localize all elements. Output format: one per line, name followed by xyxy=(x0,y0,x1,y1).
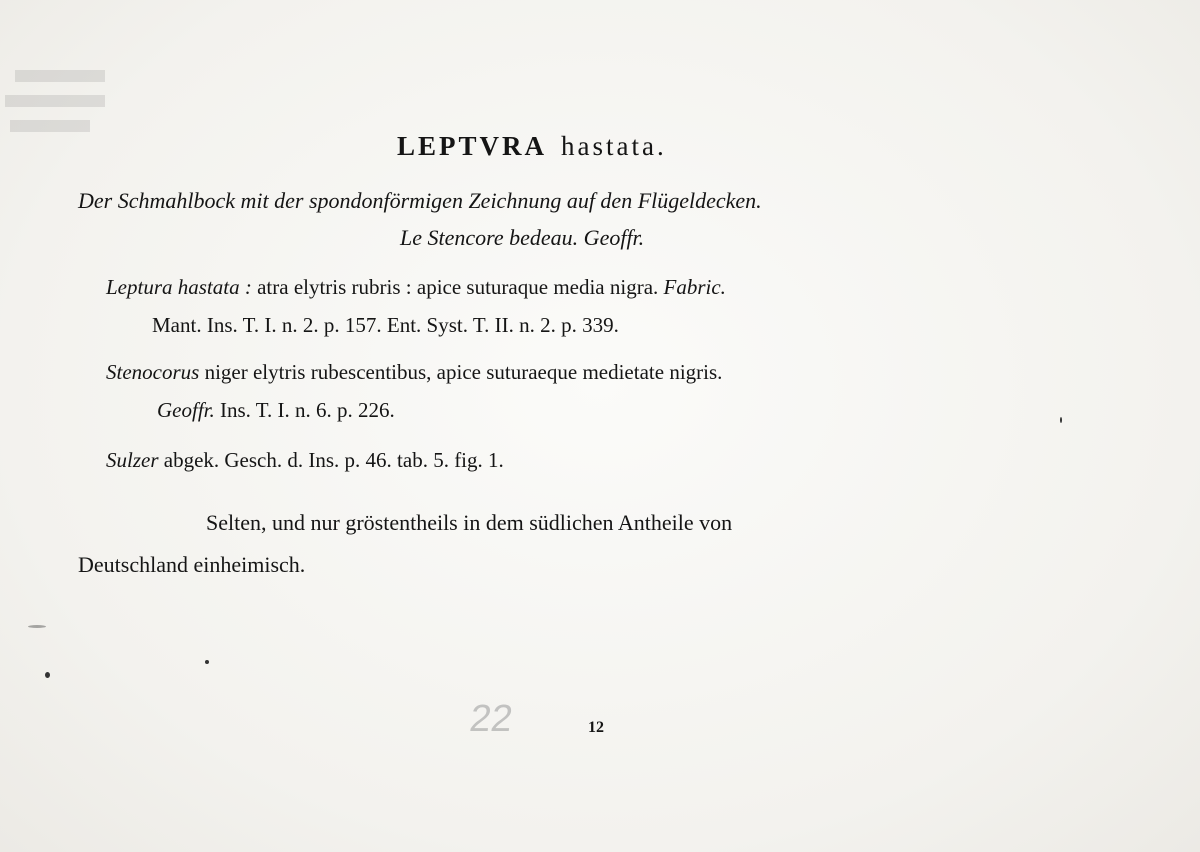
page-number: 12 xyxy=(588,719,604,736)
reference-geoffroy xyxy=(106,362,722,383)
genus-name: LEPTVRA xyxy=(397,131,548,161)
reference-geoffroy-citation xyxy=(157,400,395,421)
handwritten-mark: 22 xyxy=(467,698,516,740)
reference-author: Fabric. xyxy=(663,275,726,299)
reference-citation: Ins. T. I. n. 6. p. 226. xyxy=(220,398,395,422)
reference-sulzer xyxy=(106,450,504,471)
ink-speck xyxy=(45,672,50,678)
ink-speck xyxy=(28,625,46,628)
distribution-line-2: Deutschland einheimisch. xyxy=(78,552,306,577)
reference-fabricius xyxy=(106,277,726,298)
reference-text: atra elytris rubris : apice suturaque media nigra. xyxy=(257,275,659,299)
german-common-name: Der Schmahlbock mit der spondonförmigen Zeichnung auf den Flügeldecken. xyxy=(78,188,762,213)
french-common-name: Le Stencore bedeau. Geoffr. xyxy=(400,225,645,250)
reference-text: niger elytris rubescentibus, apice suturaeque medietate nigris. xyxy=(204,360,723,384)
reference-name: Stenocorus xyxy=(106,360,200,384)
reference-text: abgek. Gesch. d. Ins. p. 46. tab. 5. fig. 1. xyxy=(163,448,504,472)
ink-speck xyxy=(1060,417,1062,423)
reference-name: Leptura hastata : xyxy=(106,275,252,299)
reference-fabricius-citation: Mant. Ins. T. I. n. 2. p. 157. Ent. Syst. T. II. n. 2. p. 339. xyxy=(152,313,619,337)
show-through-stamp xyxy=(0,60,120,160)
species-name: hastata. xyxy=(561,131,667,161)
ink-speck xyxy=(205,660,209,664)
distribution-line-1: Selten, und nur gröstentheils in dem südlichen Antheile von xyxy=(206,510,733,535)
reference-name: Sulzer xyxy=(106,448,159,472)
page-title xyxy=(397,133,667,160)
reference-author: Geoffr. xyxy=(157,398,215,422)
